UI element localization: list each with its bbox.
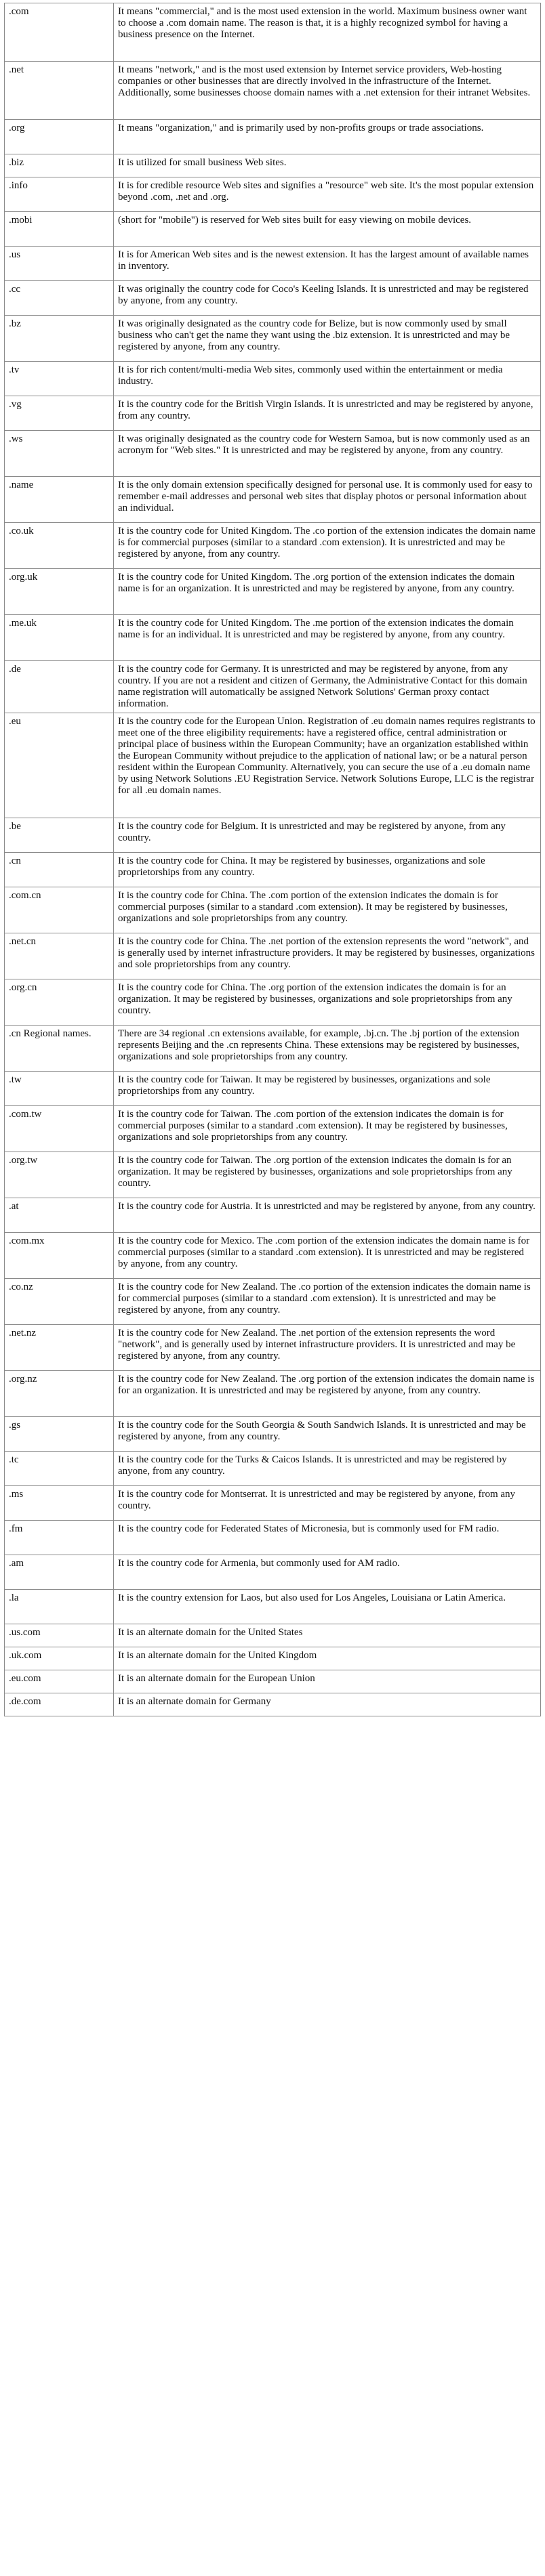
description-cell: It was originally designated as the country code for Western Samoa, but is now commonly used as an acronym for "Web sites." It is unrestricted and may be registered by anyone, from any country. xyxy=(114,431,541,477)
description-cell: It is the country code for Taiwan. It may be registered by businesses, organizations and sole proprietorships from any country. xyxy=(114,1072,541,1106)
extension-cell: .com.cn xyxy=(5,887,114,933)
description-cell: It is the country extension for Laos, but also used for Los Angeles, Louisiana or Latin America. xyxy=(114,1590,541,1624)
description-cell: It is the country code for New Zealand. The .org portion of the extension indicates the domain name is for an organization. It is unrestricted and may be registered by anyone, from any country. xyxy=(114,1371,541,1417)
table-row xyxy=(5,1521,541,1555)
table-row xyxy=(5,247,541,281)
extension-cell: .name xyxy=(5,477,114,523)
table-row xyxy=(5,396,541,431)
description-cell: It was originally designated as the country code for Belize, but is now commonly used by small business who can't get the name they want using the .biz extension. It is unrestricted and may be registered by anyone, from any country. xyxy=(114,316,541,362)
extension-cell: .com xyxy=(5,3,114,62)
description-cell: It is the country code for the British Virgin Islands. It is unrestricted and may be registered by anyone, from any country. xyxy=(114,396,541,431)
extension-cell: .fm xyxy=(5,1521,114,1555)
description-cell: It is the country code for China. It may be registered by businesses, organizations and sole proprietorships from any country. xyxy=(114,853,541,887)
description-cell: It is the country code for United Kingdom. The .me portion of the extension indicates the domain name is for an individual. It is unrestricted and may be registered by anyone, from any country. xyxy=(114,615,541,661)
extension-cell: .be xyxy=(5,818,114,853)
extension-cell: .org xyxy=(5,120,114,154)
table-row xyxy=(5,3,541,62)
extension-cell: .net.nz xyxy=(5,1325,114,1371)
extension-cell: .de xyxy=(5,661,114,713)
table-row xyxy=(5,362,541,396)
table-row xyxy=(5,1325,541,1371)
description-cell: It means "organization," and is primarily used by non-profits groups or trade associations. xyxy=(114,120,541,154)
extension-cell: .cn Regional names. xyxy=(5,1026,114,1072)
table-row xyxy=(5,1555,541,1590)
extension-cell: .eu xyxy=(5,713,114,818)
extension-cell: .me.uk xyxy=(5,615,114,661)
description-cell: It is an alternate domain for Germany xyxy=(114,1693,541,1716)
table-row xyxy=(5,1693,541,1716)
table-row xyxy=(5,1072,541,1106)
description-cell: It is the country code for Federated States of Micronesia, but is commonly used for FM radio. xyxy=(114,1521,541,1555)
extension-cell: .tc xyxy=(5,1452,114,1486)
extension-cell: .tw xyxy=(5,1072,114,1106)
table-row xyxy=(5,615,541,661)
description-cell: It is the country code for China. The .org portion of the extension indicates the domain is for an organization. It may be registered by businesses, organizations and sole proprietorships from any country. xyxy=(114,979,541,1026)
extension-cell: .ws xyxy=(5,431,114,477)
table-row xyxy=(5,523,541,569)
extension-cell: .cn xyxy=(5,853,114,887)
extension-cell: .org.tw xyxy=(5,1152,114,1198)
table-row xyxy=(5,713,541,818)
extension-cell: .at xyxy=(5,1198,114,1233)
table-row xyxy=(5,154,541,177)
extension-cell: .am xyxy=(5,1555,114,1590)
extension-cell: .la xyxy=(5,1590,114,1624)
description-cell: It is the country code for New Zealand. The .net portion of the extension represents the word "network", and is generally used by internet infrastructure providers. It is unrestricted and may be registered by anyone, from any country. xyxy=(114,1325,541,1371)
description-cell: It is the country code for New Zealand. The .co portion of the extension indicates the domain name is for commercial purposes (similar to a standard .com extension). It is unrestricted and may be registered by anyone, from any country. xyxy=(114,1279,541,1325)
table-row xyxy=(5,853,541,887)
extension-cell: .com.tw xyxy=(5,1106,114,1152)
extension-cell: .net xyxy=(5,62,114,120)
extension-cell: .us xyxy=(5,247,114,281)
table-row xyxy=(5,120,541,154)
extension-cell: .eu.com xyxy=(5,1670,114,1693)
description-cell: It is the country code for Taiwan. The .com portion of the extension indicates the domain is for commercial purposes (similar to a standard .com extension). It may be registered by businesses, organizations and sole proprietorships from any country. xyxy=(114,1106,541,1152)
extension-cell: .co.nz xyxy=(5,1279,114,1325)
extension-cell: .bz xyxy=(5,316,114,362)
table-row xyxy=(5,1279,541,1325)
description-cell: It is for rich content/multi-media Web sites, commonly used within the entertainment or media industry. xyxy=(114,362,541,396)
description-cell: It is an alternate domain for the European Union xyxy=(114,1670,541,1693)
table-row xyxy=(5,979,541,1026)
table-row xyxy=(5,1590,541,1624)
table-row xyxy=(5,177,541,212)
table-row xyxy=(5,1026,541,1072)
description-cell: It is the country code for China. The .net portion of the extension represents the word "network", and is generally used by internet infrastructure providers. It may be registered by businesses, organizations and sole proprietorships from any country. xyxy=(114,933,541,979)
domain-extension-table xyxy=(4,3,541,1716)
description-cell: It is the country code for United Kingdom. The .org portion of the extension indicates the domain name is for an organization. It is unrestricted and may be registered by anyone, from any country. xyxy=(114,569,541,615)
extension-cell: .ms xyxy=(5,1486,114,1521)
extension-cell: .com.mx xyxy=(5,1233,114,1279)
description-cell: It is the country code for Austria. It is unrestricted and may be registered by anyone, from any country. xyxy=(114,1198,541,1233)
description-cell: It is the country code for Armenia, but commonly used for AM radio. xyxy=(114,1555,541,1590)
table-row xyxy=(5,1152,541,1198)
table-body xyxy=(5,3,541,1716)
table-row xyxy=(5,212,541,247)
description-cell: It is the country code for the Turks & Caicos Islands. It is unrestricted and may be registered by anyone, from any country. xyxy=(114,1452,541,1486)
description-cell: There are 34 regional .cn extensions available, for example, .bj.cn. The .bj portion of the extension represents Beijing and the .cn represents China. These extensions may be registered by businesses, organizations and sole proprietorships from any country. xyxy=(114,1026,541,1072)
description-cell: It means "network," and is the most used extension by Internet service providers, Web-hosting companies or other businesses that are directly involved in the infrastructure of the Internet. Additionally, some businesses choose domain names with a .net extension for their intranet Websites. xyxy=(114,62,541,120)
extension-cell: .tv xyxy=(5,362,114,396)
table-row xyxy=(5,933,541,979)
table-row xyxy=(5,1647,541,1670)
table-row xyxy=(5,818,541,853)
table-row xyxy=(5,661,541,713)
extension-cell: .de.com xyxy=(5,1693,114,1716)
table-row xyxy=(5,569,541,615)
table-row xyxy=(5,1417,541,1452)
description-cell: It was originally the country code for Coco's Keeling Islands. It is unrestricted and may be registered by anyone, from any country. xyxy=(114,281,541,316)
table-row xyxy=(5,477,541,523)
description-cell: It is an alternate domain for the United States xyxy=(114,1624,541,1647)
extension-cell: .mobi xyxy=(5,212,114,247)
description-cell: It is the country code for Mexico. The .com portion of the extension indicates the domain name is for commercial purposes (similar to a standard .com extension). It is unrestricted and may be registered by anyone, from any country. xyxy=(114,1233,541,1279)
extension-cell: .vg xyxy=(5,396,114,431)
table-row xyxy=(5,62,541,120)
description-cell: It is the country code for Belgium. It is unrestricted and may be registered by anyone, from any country. xyxy=(114,818,541,853)
description-cell: It is the country code for Germany. It is unrestricted and may be registered by anyone, from any country. If you are not a resident and citizen of Germany, the Administrative Contact for this domain name registration will automatically be assigned Network Solutions' German proxy contact information. xyxy=(114,661,541,713)
table-row xyxy=(5,887,541,933)
table-row xyxy=(5,1198,541,1233)
table-row xyxy=(5,1452,541,1486)
description-cell: It is the country code for the South Georgia & South Sandwich Islands. It is unrestricted and may be registered by anyone, from any country. xyxy=(114,1417,541,1452)
table-row xyxy=(5,1371,541,1417)
description-cell: It is the country code for the European Union. Registration of .eu domain names requires registrants to meet one of the three eligibility requirements: have a registered office, central administration or principal place of business within the European Community; have an organization established within the European Community without prejudice to the application of national law; or be a natural person resident within the European Community. Alternatively, you can secure the use of a .eu domain name by using Network Solutions .EU Registration Service. Network Solutions Europe, LLC is the registrar for all .eu domain names. xyxy=(114,713,541,818)
extension-cell: .org.uk xyxy=(5,569,114,615)
description-cell: It is for American Web sites and is the newest extension. It has the largest amount of available names in inventory. xyxy=(114,247,541,281)
table-row xyxy=(5,316,541,362)
extension-cell: .gs xyxy=(5,1417,114,1452)
extension-cell: .info xyxy=(5,177,114,212)
table-row xyxy=(5,281,541,316)
extension-cell: .us.com xyxy=(5,1624,114,1647)
description-cell: It is utilized for small business Web sites. xyxy=(114,154,541,177)
description-cell: It is the country code for China. The .com portion of the extension indicates the domain is for commercial purposes (similar to a standard .com extension). It may be registered by businesses, organizations and sole proprietorships from any country. xyxy=(114,887,541,933)
extension-cell: .uk.com xyxy=(5,1647,114,1670)
extension-cell: .biz xyxy=(5,154,114,177)
table-row xyxy=(5,1670,541,1693)
extension-cell: .co.uk xyxy=(5,523,114,569)
description-cell: It is the country code for United Kingdom. The .co portion of the extension indicates the domain name is for commercial purposes (similar to a standard .com extension). It is unrestricted and may be registered by anyone, from any country. xyxy=(114,523,541,569)
table-row xyxy=(5,1106,541,1152)
description-cell: It is for credible resource Web sites and signifies a "resource" web site. It's the most popular extension beyond .com, .net and .org. xyxy=(114,177,541,212)
description-cell: It is the country code for Montserrat. It is unrestricted and may be registered by anyone, from any country. xyxy=(114,1486,541,1521)
description-cell: It is the only domain extension specifically designed for personal use. It is commonly used for easy to remember e-mail addresses and personal web sites that display photos or personal information about an individual. xyxy=(114,477,541,523)
extension-cell: .org.cn xyxy=(5,979,114,1026)
table-row xyxy=(5,1624,541,1647)
table-row xyxy=(5,431,541,477)
extension-cell: .org.nz xyxy=(5,1371,114,1417)
description-cell: It is the country code for Taiwan. The .org portion of the extension indicates the domain is for an organization. It may be registered by businesses, organizations and sole proprietorships from any country. xyxy=(114,1152,541,1198)
description-cell: It is an alternate domain for the United Kingdom xyxy=(114,1647,541,1670)
extension-cell: .cc xyxy=(5,281,114,316)
description-cell: It means "commercial," and is the most used extension in the world. Maximum business owner want to choose a .com domain name. The reason is that, it is a highly recognized symbol for having a business presence on the Internet. xyxy=(114,3,541,62)
extension-cell: .net.cn xyxy=(5,933,114,979)
description-cell: (short for "mobile") is reserved for Web sites built for easy viewing on mobile devices. xyxy=(114,212,541,247)
table-row xyxy=(5,1233,541,1279)
table-row xyxy=(5,1486,541,1521)
